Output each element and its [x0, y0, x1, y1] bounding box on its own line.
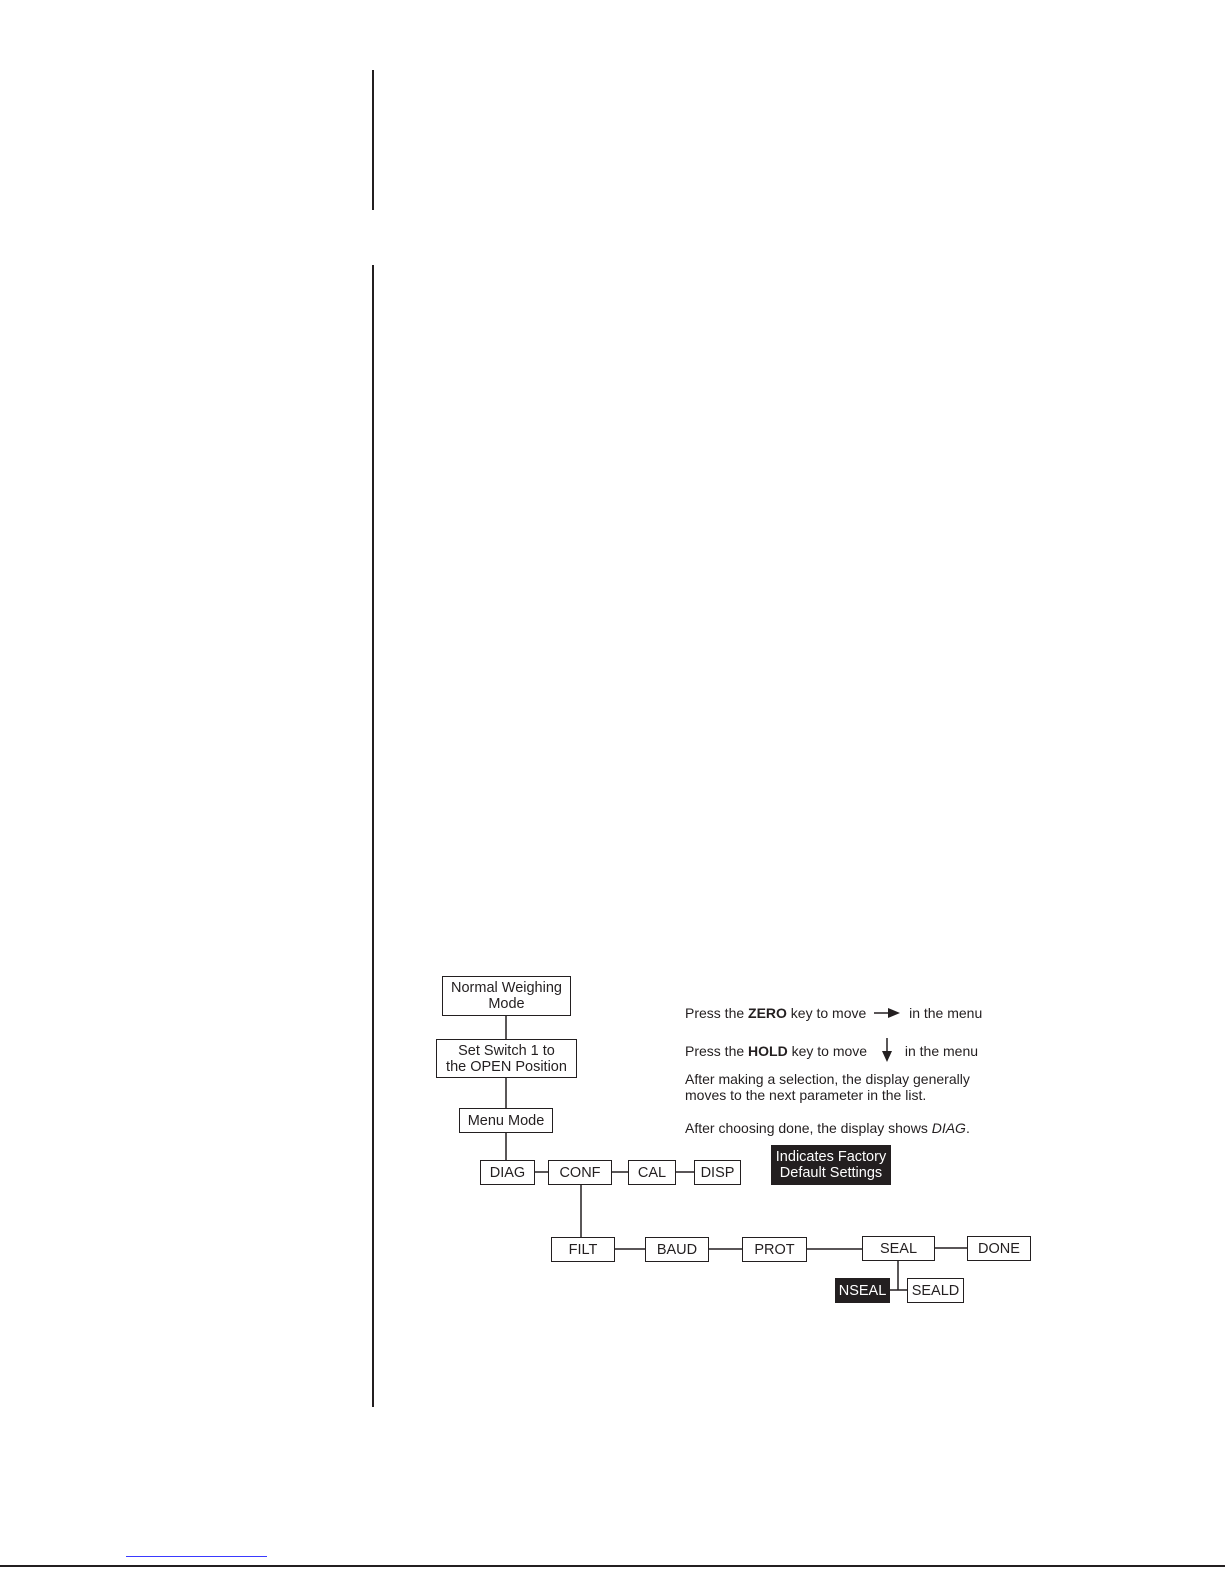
legend-zero-key: Press the ZERO key to move in the menu	[685, 1005, 983, 1021]
normal-weighing-mode-box: Normal Weighing Mode	[442, 976, 571, 1016]
menu-mode-box: Menu Mode	[459, 1108, 553, 1133]
conf-prot-box: PROT	[742, 1237, 807, 1262]
conf-baud-box: BAUD	[645, 1237, 709, 1262]
arrow-right-icon	[874, 1006, 901, 1023]
conf-done-box: DONE	[967, 1236, 1031, 1261]
legend-hold-key: Press the HOLD key to move in the menu	[685, 1038, 978, 1067]
arrow-down-icon	[881, 1038, 893, 1067]
legend-selection-note-line2: moves to the next parameter in the list.	[685, 1087, 927, 1103]
footer-rule	[0, 1565, 1225, 1567]
menu-conf-box: CONF	[548, 1160, 612, 1185]
conf-filt-box: FILT	[551, 1237, 615, 1262]
menu-disp-box: DISP	[694, 1160, 741, 1185]
factory-default-legend-box: Indicates Factory Default Settings	[771, 1145, 891, 1185]
conf-seal-box: SEAL	[862, 1236, 935, 1261]
legend-selection-note-line1: After making a selection, the display generally	[685, 1071, 970, 1087]
seal-option-nseal-default: NSEAL	[835, 1278, 890, 1303]
legend-done-note: After choosing done, the display shows DIAG.	[685, 1120, 970, 1136]
menu-cal-box: CAL	[628, 1160, 676, 1185]
menu-diag-box: DIAG	[480, 1160, 535, 1185]
seal-option-seald: SEALD	[907, 1278, 964, 1303]
footer-link-underline	[126, 1556, 267, 1557]
set-switch-box: Set Switch 1 to the OPEN Position	[436, 1039, 577, 1078]
